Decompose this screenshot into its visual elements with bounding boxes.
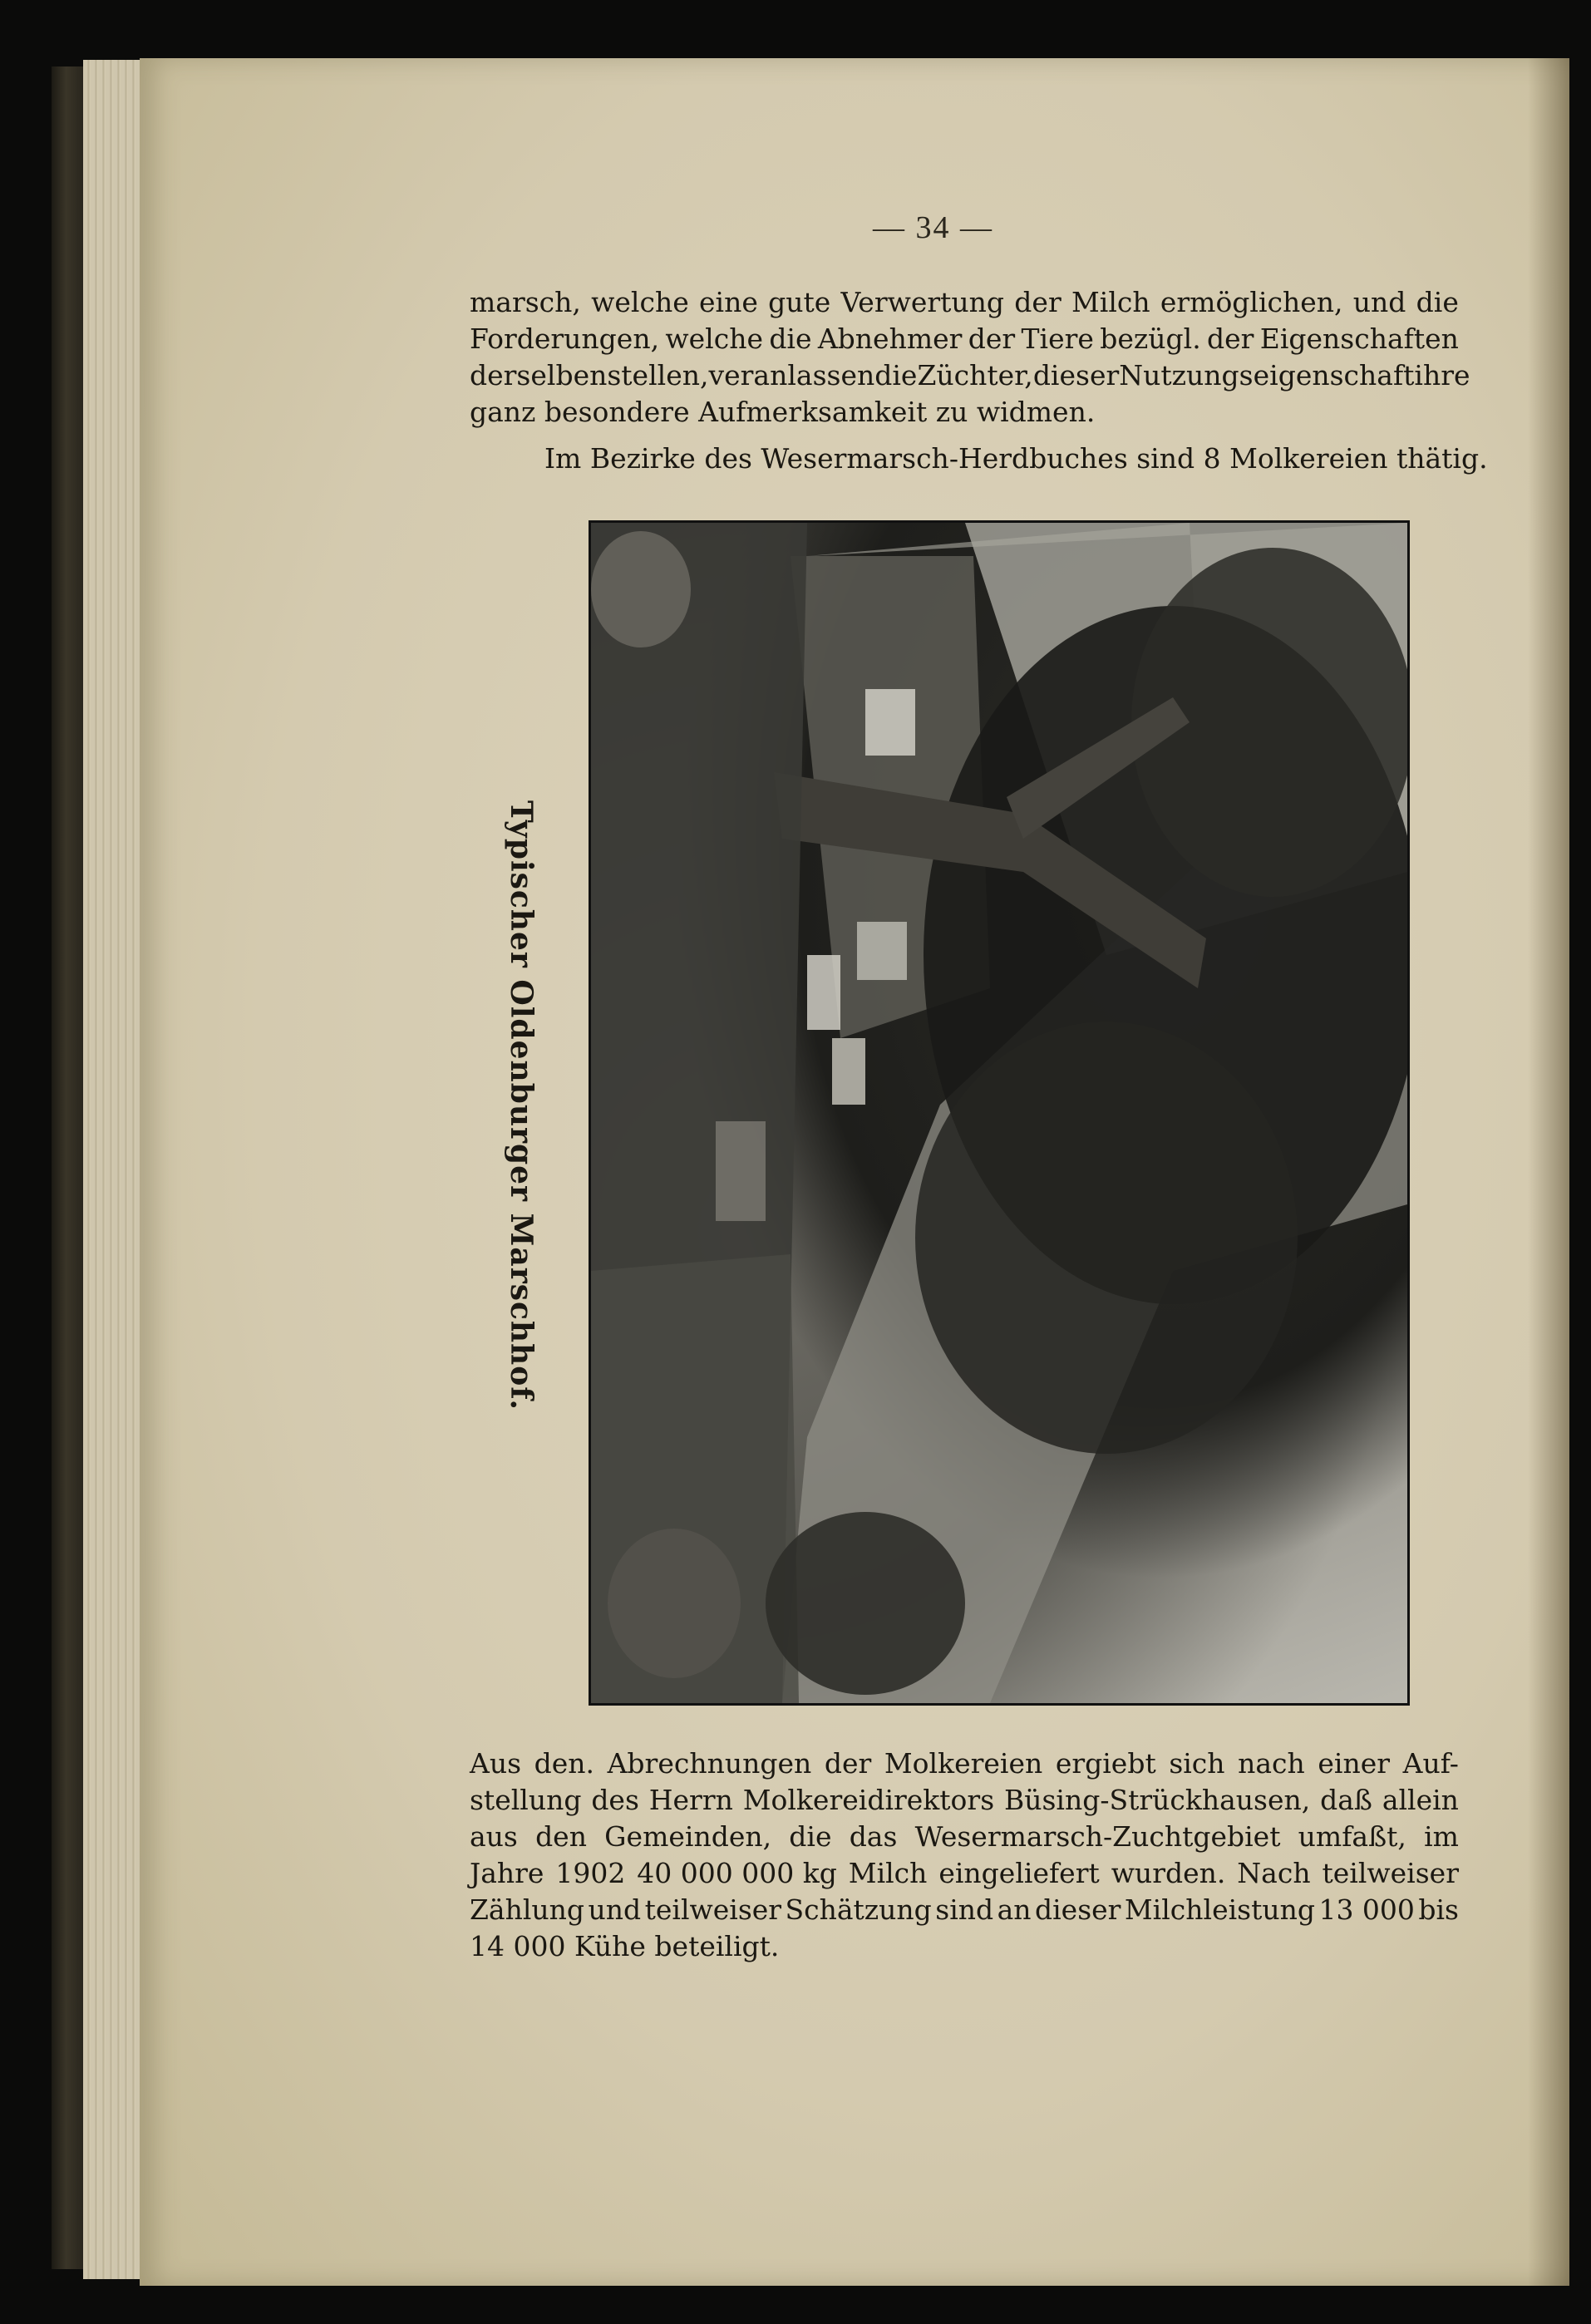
paragraph-3-word: Molkereien bbox=[884, 1747, 1043, 1780]
paragraph-1-word: und bbox=[1352, 286, 1406, 318]
paragraph-2 bbox=[470, 441, 1488, 477]
paragraph-3-word: und bbox=[588, 1893, 642, 1926]
paragraph-3-word: Abrechnungen bbox=[607, 1747, 812, 1780]
paragraph-1-line bbox=[470, 284, 1459, 321]
paragraph-3-word: der bbox=[824, 1747, 872, 1780]
gutter-shadow bbox=[1528, 58, 1569, 2286]
paragraph-1-word: welche bbox=[665, 323, 763, 355]
paragraph-3-word: eingeliefert bbox=[938, 1857, 1100, 1889]
paragraph-1-word: die bbox=[769, 323, 812, 355]
paragraph-3-word: an bbox=[997, 1893, 1032, 1926]
paragraph-3-word: 1902 bbox=[555, 1857, 626, 1889]
paragraph-3 bbox=[470, 1745, 1459, 1965]
paragraph-3-line bbox=[470, 1782, 1459, 1819]
paragraph-1 bbox=[470, 284, 1470, 431]
paragraph-1-word: Milch bbox=[1071, 286, 1150, 318]
paragraph-3-word: 13 000 bbox=[1318, 1893, 1415, 1926]
paragraph-1-word: ganz besondere Aufmerksamkeit zu widmen. bbox=[470, 396, 1096, 428]
paragraph-3-word: stellung bbox=[470, 1784, 582, 1816]
paragraph-3-word: 14 000 Kühe beteiligt. bbox=[470, 1930, 780, 1962]
paragraph-3-word: den bbox=[535, 1820, 587, 1853]
paragraph-3-line bbox=[470, 1819, 1459, 1855]
paragraph-3-word: Büsing-Strückhausen, bbox=[1003, 1784, 1311, 1816]
paragraph-1-word: dieser bbox=[1032, 359, 1120, 391]
paragraph-3-line bbox=[470, 1928, 1459, 1965]
paragraph-1-word: der bbox=[968, 323, 1016, 355]
paragraph-1-line bbox=[470, 321, 1459, 357]
paragraph-3-word: 40 000 000 kg bbox=[637, 1857, 837, 1889]
paragraph-3-word: sind bbox=[935, 1893, 994, 1926]
paragraph-3-word: dieser bbox=[1034, 1893, 1121, 1926]
paragraph-1-word: ermöglichen, bbox=[1160, 286, 1343, 318]
paragraph-3-word: Aus bbox=[470, 1747, 522, 1780]
paragraph-3-word: teilweiser bbox=[1322, 1857, 1459, 1889]
paragraph-3-word: teilweiser bbox=[644, 1893, 782, 1926]
paragraph-1-word: Forderungen, bbox=[470, 323, 660, 355]
paragraph-3-word: bis bbox=[1418, 1893, 1459, 1926]
paragraph-1-word: Nutzungseigenschaft bbox=[1119, 359, 1415, 391]
paragraph-3-word: Gemeinden, bbox=[604, 1820, 772, 1853]
paragraph-1-word: der bbox=[1207, 323, 1254, 355]
paragraph-1-word: Abnehmer bbox=[817, 323, 963, 355]
paragraph-1-word: marsch, bbox=[470, 286, 581, 318]
paragraph-3-word: Wesermarsch-Zuchtgebiet bbox=[914, 1820, 1281, 1853]
paragraph-1-word: die bbox=[1416, 286, 1459, 318]
paragraph-3-word: ergiebt bbox=[1055, 1747, 1156, 1780]
paragraph-3-word: Jahre bbox=[470, 1857, 544, 1889]
paragraph-3-word: im bbox=[1424, 1820, 1459, 1853]
paragraph-1-word: Tiere bbox=[1021, 323, 1094, 355]
paragraph-3-word: aus bbox=[470, 1820, 518, 1853]
paragraph-3-word: den. bbox=[534, 1747, 595, 1780]
paragraph-3-word: einer bbox=[1318, 1747, 1391, 1780]
paragraph-1-word: Verwertung bbox=[840, 286, 1005, 318]
paragraph-3-word: Milch bbox=[848, 1857, 928, 1889]
paragraph-3-word: daß bbox=[1320, 1784, 1372, 1816]
paragraph-3-word: die bbox=[789, 1820, 832, 1853]
paragraph-3-word: nach bbox=[1238, 1747, 1305, 1780]
paragraph-1-line bbox=[470, 394, 1459, 431]
paragraph-1-word: stellen, bbox=[607, 359, 709, 391]
paragraph-1-word: die bbox=[874, 359, 918, 391]
paragraph-3-line bbox=[470, 1892, 1459, 1928]
paragraph-1-word: welche bbox=[591, 286, 689, 318]
paragraph-3-word: des bbox=[591, 1784, 639, 1816]
paragraph-3-word: sich bbox=[1169, 1747, 1225, 1780]
paragraph-3-line bbox=[470, 1855, 1459, 1892]
paragraph-3-word: wurden. bbox=[1111, 1857, 1226, 1889]
paragraph-3-word: Molkereidirektors bbox=[742, 1784, 995, 1816]
photo-caption-text: Typischer Oldenburger Marschhof. bbox=[504, 800, 539, 1411]
farmhouse-photograph bbox=[589, 520, 1410, 1706]
paragraph-3-word: Nach bbox=[1237, 1857, 1311, 1889]
paragraph-3-word: Milchleistung bbox=[1124, 1893, 1315, 1926]
paragraph-3-word: Auf- bbox=[1402, 1747, 1459, 1780]
paragraph-1-word: Züchter, bbox=[917, 359, 1033, 391]
page-number: — 34 — bbox=[873, 210, 993, 245]
paragraph-3-word: allein bbox=[1382, 1784, 1459, 1816]
paragraph-1-word: bezügl. bbox=[1100, 323, 1201, 355]
paragraph-1-word: veranlassen bbox=[708, 359, 875, 391]
paragraph-1-word: Eigenschaften bbox=[1259, 323, 1459, 355]
paragraph-1-word: derselben bbox=[470, 359, 608, 391]
paragraph-3-word: Zählung bbox=[470, 1893, 585, 1926]
paragraph-3-word: umfaßt, bbox=[1298, 1820, 1406, 1853]
paragraph-1-word: ihre bbox=[1414, 359, 1470, 391]
paragraph-1-word: gute bbox=[768, 286, 831, 318]
photo-caption bbox=[484, 800, 559, 1411]
paragraph-1-word: eine bbox=[698, 286, 758, 318]
paragraph-3-word: Schätzung bbox=[785, 1893, 932, 1926]
paragraph-3-line bbox=[470, 1745, 1459, 1782]
paragraph-1-line bbox=[470, 357, 1470, 394]
paragraph-3-word: das bbox=[849, 1820, 898, 1853]
paragraph-2-text: Im Bezirke des Wesermarsch-Herdbuches sind 8 Molkereien thätig. bbox=[544, 442, 1488, 475]
paragraph-3-word: Herrn bbox=[648, 1784, 733, 1816]
paragraph-1-word: der bbox=[1014, 286, 1061, 318]
photo-illustration bbox=[591, 523, 1407, 1703]
